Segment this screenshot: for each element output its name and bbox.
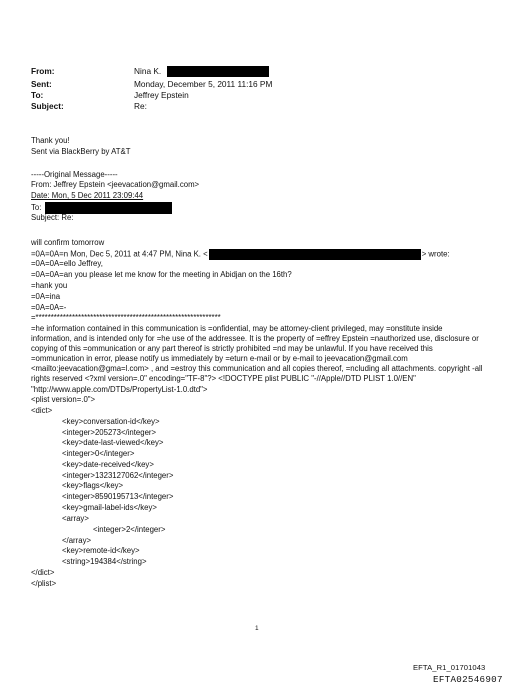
- plist-value: <integer>8590195713</integer>: [62, 492, 174, 501]
- message-line-7: =0A=0A=-: [31, 303, 67, 312]
- plist-value: <integer>205273</integer>: [62, 428, 157, 437]
- plist-key-gmail-label-ids: <key>gmail-label-ids</key>: [62, 503, 157, 512]
- to-label: To:: [31, 90, 44, 100]
- message-line-3: =0A=0A=ello Jeffrey,: [31, 259, 103, 268]
- plist-array-value: <integer>2</integer>: [93, 525, 166, 534]
- plist-array-close: </array>: [62, 536, 92, 545]
- redaction-bar: [209, 249, 421, 260]
- plist-key-remote-id: <key>remote-id</key>: [62, 546, 140, 555]
- subject-label: Subject:: [31, 101, 64, 111]
- reply-line-2: Sent via BlackBerry by AT&T: [31, 147, 131, 156]
- sent-label: Sent:: [31, 79, 52, 89]
- dict-open: <dict>: [31, 406, 53, 415]
- dict-close: </dict>: [31, 568, 55, 577]
- message-line-6: =0A=ina: [31, 292, 61, 301]
- reply-line-1: Thank you!: [31, 136, 70, 145]
- plist-array-open: <array>: [62, 514, 89, 523]
- plist-key-date-received: <key>date-received</key>: [62, 460, 154, 469]
- redaction-bar: [167, 66, 269, 77]
- page-number: 1: [255, 625, 259, 632]
- plist-open: <plist version=.0">: [31, 395, 96, 404]
- original-to: To:: [31, 203, 42, 213]
- plist-key-flags: <key>flags</key>: [62, 481, 124, 490]
- from-value: [134, 66, 269, 77]
- bates-number-large: EFTA02546907: [433, 674, 503, 685]
- plist-value: <integer>0</integer>: [62, 449, 135, 458]
- from-label: From:: [31, 66, 55, 76]
- plist-value: <string>194384</string>: [62, 557, 147, 566]
- plist-close: </plist>: [31, 579, 57, 588]
- message-line-4: =0A=0A=an you please let me know for the meeting in Abidjan on the 16th?: [31, 270, 292, 279]
- message-line-2-pre: =0A=0A=n Mon, Dec 5, 2011 at 4:47 PM, Nina K. <: [31, 249, 208, 259]
- to-value: Jeffrey Epstein: [134, 90, 189, 100]
- original-date: Date: Mon, 5 Dec 2011 23:09:44: [31, 191, 144, 200]
- message-line-8: =*************************************************************: [31, 313, 221, 322]
- confidentiality-disclaimer: =he information contained in this communication is =onfidential, may be attorney-client privileged, may =onstitute inside information, and is intended only for =he use of the addressee. It is the property of =effrey Epstein =nauthorized use, disclosure or copying of this =ommunication or any part thereof is strictly prohibited =nd may be unlawful. If you have received this =ommunication in error, please notify us immediately by =eturn e-mail or by e-mail to jeevacation@gmail.com <mailto:jeevacation@gma=l.com> , and =estroy this communication and all copies thereof, =ncluding all attachments. copyright -all rights reserved <?xml version=.0" encoding="TF-8"?> <!DOCTYPE plist PUBLIC "-//Apple//DTD PLIST 1.0//EN" "http://www.apple.com/DTDs/PropertyList-1.0.dtd">: [31, 324, 483, 394]
- plist-value: <integer>1323127062</integer>: [62, 471, 174, 480]
- subject-value: Re:: [134, 101, 147, 111]
- plist-key-date-last-viewed: <key>date-last-viewed</key>: [62, 438, 164, 447]
- original-subject: Subject: Re:: [31, 213, 74, 222]
- bates-number-small: EFTA_R1_01701043: [413, 663, 486, 672]
- sent-value: Monday, December 5, 2011 11:16 PM: [134, 79, 273, 89]
- original-separator: -----Original Message-----: [31, 170, 118, 179]
- original-from: From: Jeffrey Epstein <jeevacation@gmail.com>: [31, 180, 200, 189]
- message-line-1: will confirm tomorrow: [31, 238, 105, 247]
- from-name: Nina K.: [134, 66, 162, 76]
- message-line-5: =hank you: [31, 281, 68, 290]
- plist-key-conversation-id: <key>conversation-id</key>: [62, 417, 160, 426]
- message-line-2-post: > wrote:: [421, 249, 450, 259]
